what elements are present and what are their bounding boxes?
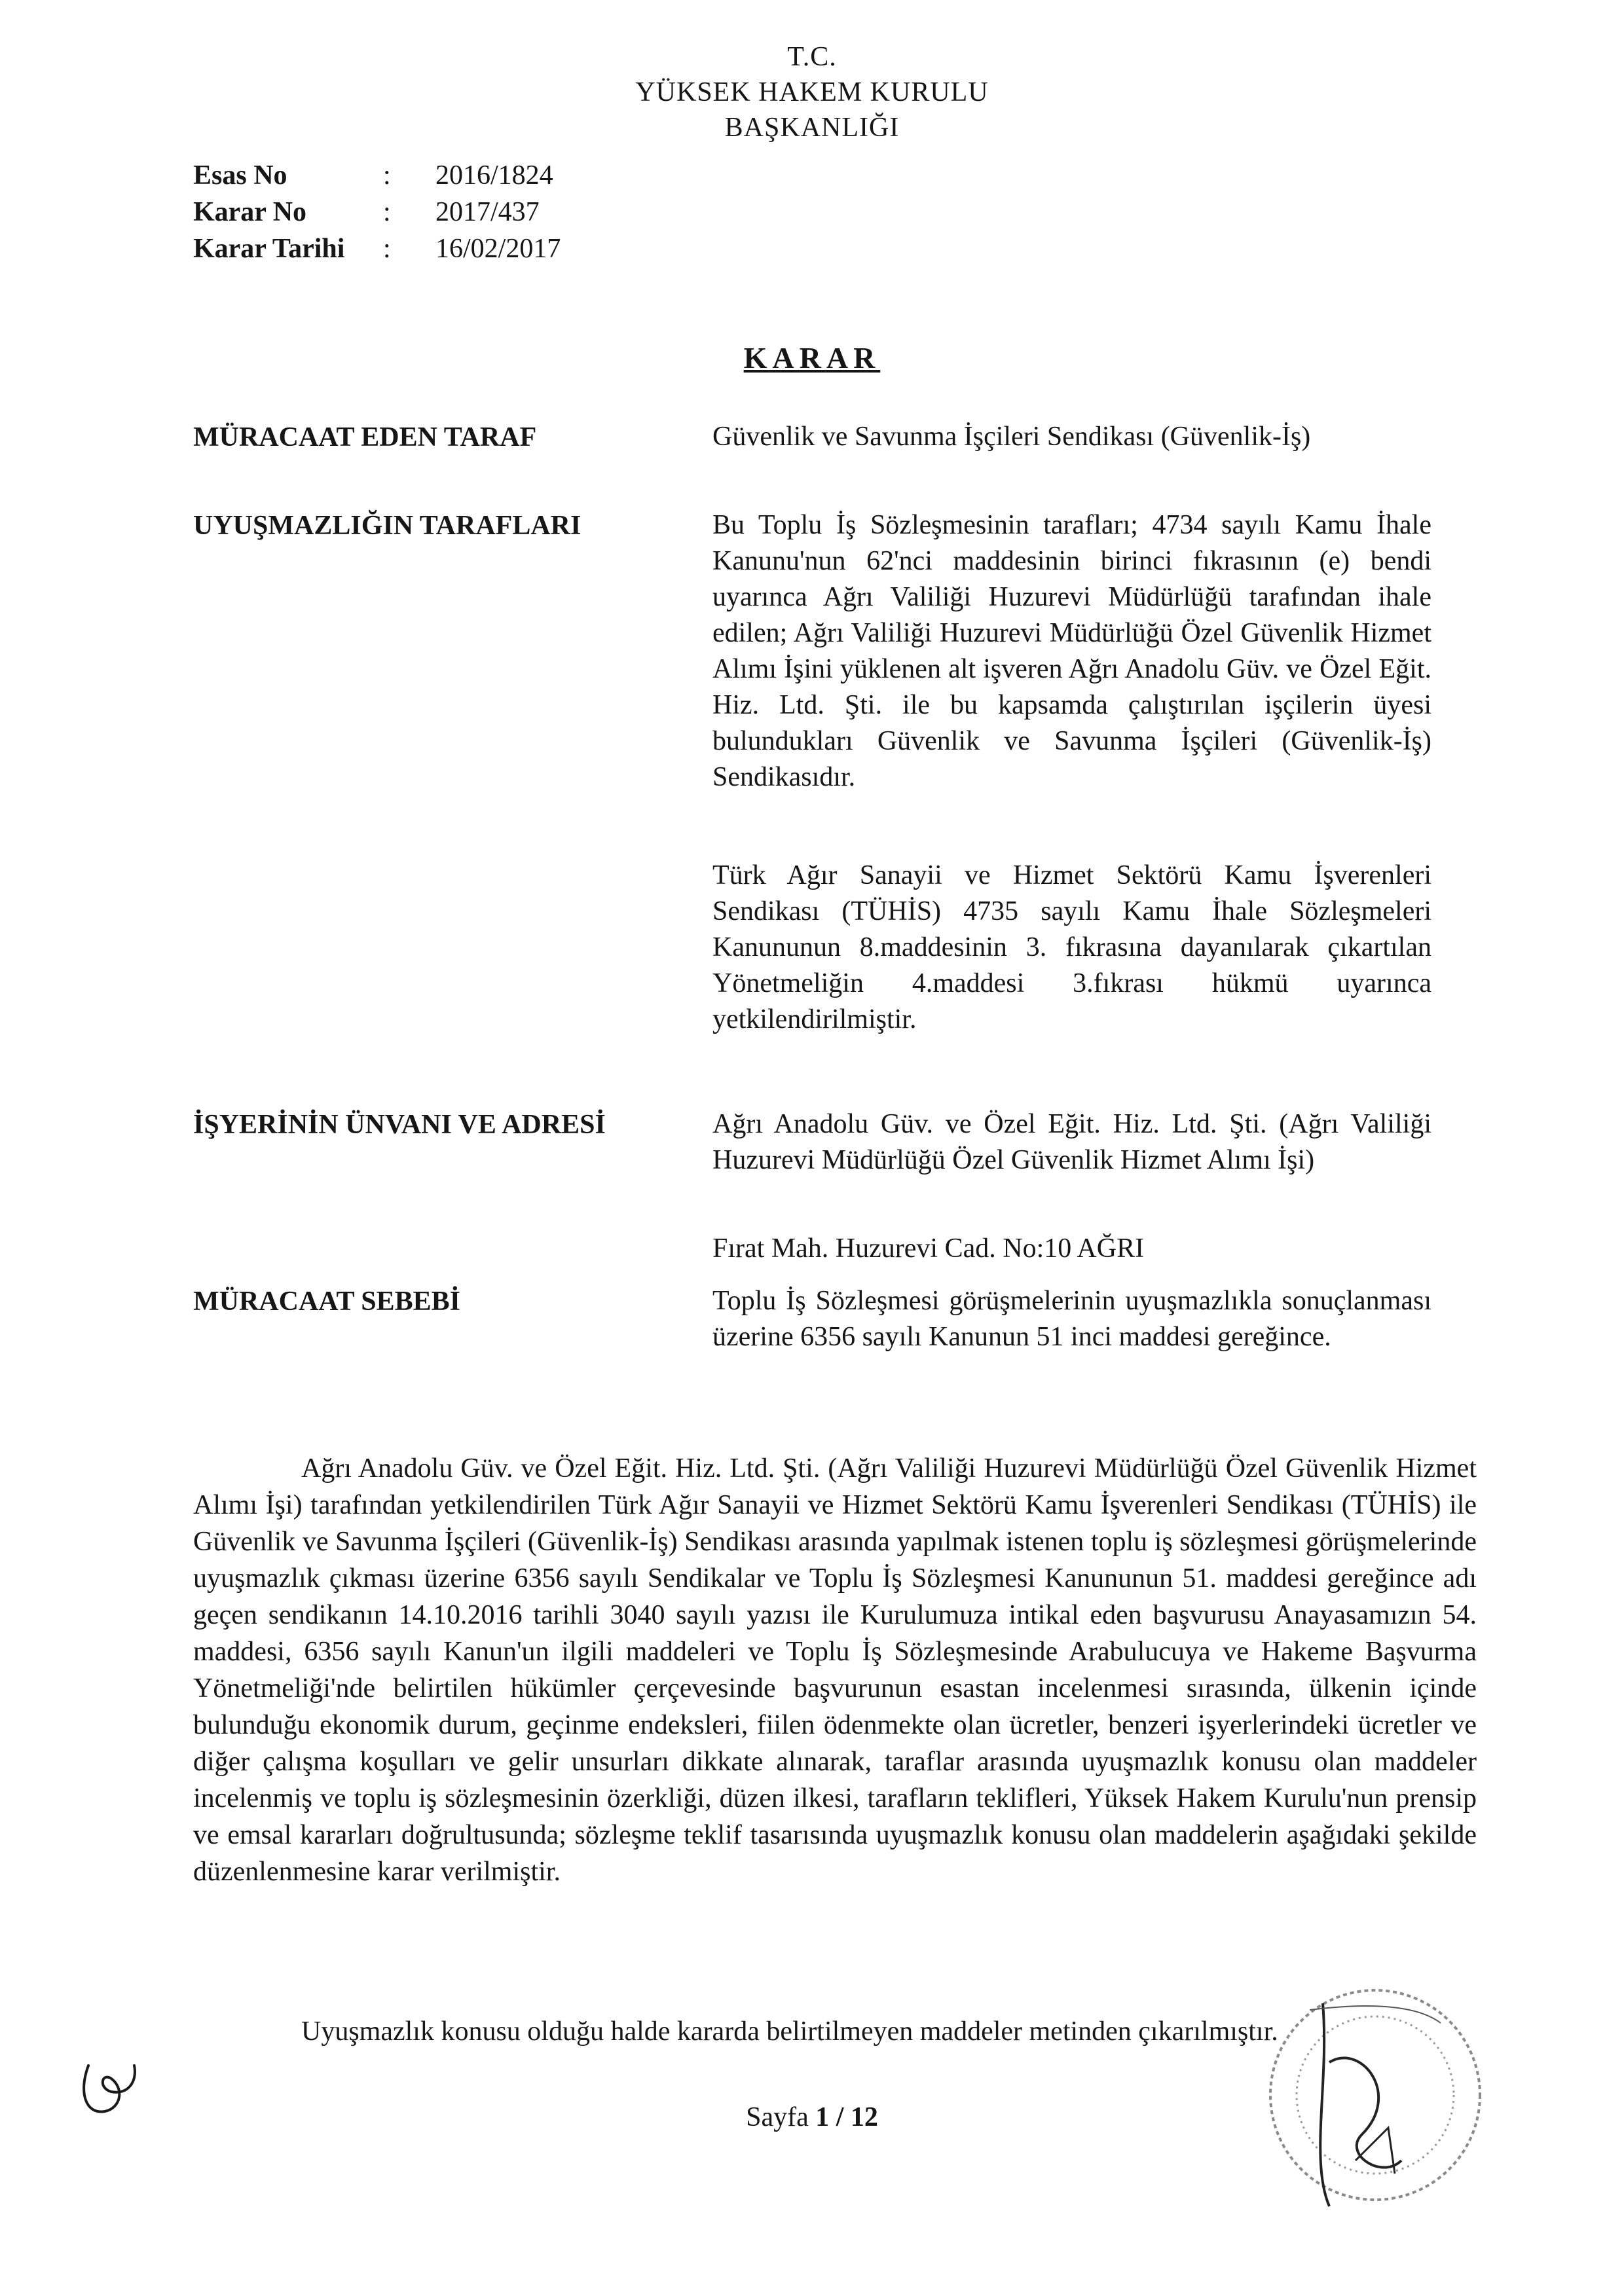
- meta-row-esas: [193, 157, 561, 194]
- case-meta: [193, 157, 561, 267]
- document-title: KARAR: [743, 341, 881, 374]
- page-number: 1 / 12: [815, 2102, 878, 2132]
- body-paragraph-1: Ağrı Anadolu Güv. ve Özel Eğit. Hiz. Ltd. Şti. (Ağrı Valiliği Huzurevi Müdürlüğü Özel Güvenlik Hizmet Alımı İşi) tarafından yetkilendirilen Türk Ağır Sanayii ve Hizmet Sektörü Kamu İşverenleri Sendikası (TÜHİS) ile Güvenlik ve Savunma İşçileri (Güvenlik-İş) Sendikası arasında yapılmak istenen toplu iş sözleşmesi görüşmelerinde uyuşmazlık çıkması üzerine 6356 sayılı Sendikalar ve Toplu İş Sözleşmesi Kanununun 51. maddesi gereğince adı geçen sendikanın 14.10.2016 tarihli 3040 sayılı yazısı ile Kurulumuza intikal eden başvurusu Anayasamızın 54. maddesi, 6356 sayılı Kanun'un ilgili maddeleri ve Toplu İş Sözleşmesinde Arabulucuya ve Hakeme Başvurma Yönetmeliği'nde belirtilen hükümler çerçevesinde başvurunun esastan incelenmesi sırasında, ülkenin içinde bulunduğu ekonomik durum, geçinme endeksleri, fiilen ödenmekte olan ücretler, benzeri işyerlerindeki ücretler ve diğer çalışma koşulları ve gelir unsurları dikkate alınarak, taraflar arasında uyuşmazlık konusu olan maddeler incelenmiş ve toplu iş sözleşmesinin özerkliği, düzen ilkesi, tarafların teklifleri, Yüksek Hakem Kurulu'nun prensip ve emsal kararları doğrultusunda; sözleşme teklif tasarısında uyuşmazlık konusu olan maddelerin aşağıdaki şekilde düzenlenmesine karar verilmiştir.: [193, 1453, 1477, 1887]
- meta-value: 2017/437: [435, 197, 540, 227]
- footer-prefix: Sayfa: [746, 2102, 809, 2132]
- handwritten-initial-icon: [72, 2052, 151, 2124]
- label-workplace: İŞYERİNİN ÜNVANI VE ADRESİ: [193, 1110, 606, 1140]
- text-parties-2: Türk Ağır Sanayii ve Hizmet Sektörü Kamu İşverenleri Sendikası (TÜHİS) 4735 sayılı Kamu İhale Sözleşmeleri Kanununun 8.maddesinin 3. fıkrasına dayanılarak çıkartılan Yönetmeliğin 4.maddesi 3.fıkrası hükmü uyarınca yetkilendirilmiştir.: [712, 860, 1431, 1034]
- text-reason: Toplu İş Sözleşmesi görüşmelerinin uyuşmazlıkla sonuçlanması üzerine 6356 sayılı Kanunun 51 inci maddesi gereğince.: [712, 1286, 1431, 1352]
- meta-label: Karar Tarihi: [193, 234, 345, 264]
- label-parties: UYUŞMAZLIĞIN TARAFLARI: [193, 511, 581, 541]
- meta-row-karar: [193, 194, 561, 230]
- body-paragraph-2: Uyuşmazlık konusu olduğu halde kararda belirtilmeyen maddeler metinden çıkarılmıştır.: [301, 2016, 1278, 2047]
- official-stamp-icon: [1231, 1964, 1513, 2226]
- label-applicant: MÜRACAAT EDEN TARAF: [193, 422, 537, 452]
- meta-row-tarih: [193, 230, 561, 267]
- text-workplace-address: Fırat Mah. Huzurevi Cad. No:10 AĞRI: [712, 1233, 1145, 1264]
- meta-value: 16/02/2017: [435, 234, 561, 264]
- meta-separator: :: [383, 197, 391, 227]
- document-header: [0, 39, 1624, 145]
- meta-label: Karar No: [193, 197, 307, 227]
- text-workplace-name: Ağrı Anadolu Güv. ve Özel Eğit. Hiz. Ltd. Şti. (Ağrı Valiliği Huzurevi Müdürlüğü Özel Güvenlik Hizmet Alımı İşi): [712, 1109, 1431, 1175]
- label-reason: MÜRACAAT SEBEBİ: [193, 1286, 461, 1317]
- header-institution: YÜKSEK HAKEM KURULU: [635, 77, 989, 107]
- meta-value: 2016/1824: [435, 160, 553, 191]
- header-tc: T.C.: [787, 42, 837, 72]
- meta-separator: :: [383, 234, 391, 264]
- meta-separator: :: [383, 160, 391, 191]
- text-applicant: Güvenlik ve Savunma İşçileri Sendikası (Güvenlik-İş): [712, 422, 1311, 452]
- header-presidency: BAŞKANLIĞI: [724, 113, 900, 143]
- text-parties-1: Bu Toplu İş Sözleşmesinin tarafları; 4734 sayılı Kamu İhale Kanunu'nun 62'nci maddesinin birinci fıkrasının (e) bendi uyarınca Ağrı Valiliği Huzurevi Müdürlüğü tarafından ihale edilen; Ağrı Valiliği Huzurevi Müdürlüğü Özel Güvenlik Hizmet Alımı İşini yüklenen alt işveren Ağrı Anadolu Güv. ve Özel Eğit. Hiz. Ltd. Şti. ile bu kapsamda çalıştırılan işçilerin üyesi bulundukları Güvenlik ve Savunma İşçileri (Güvenlik-İş) Sendikasıdır.: [712, 510, 1431, 792]
- meta-label: Esas No: [193, 160, 287, 191]
